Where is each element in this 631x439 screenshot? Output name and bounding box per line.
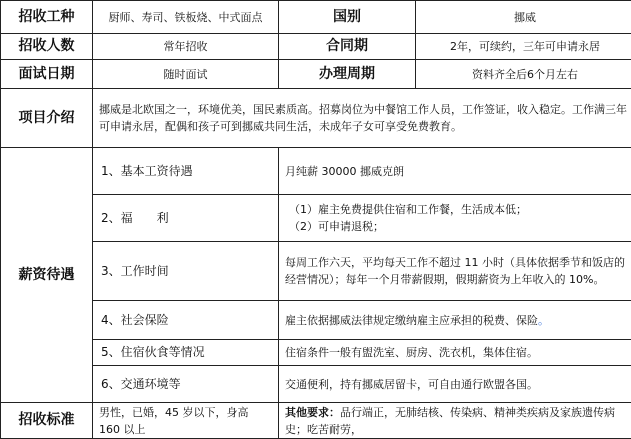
project-intro-text: 挪威是北欧国之一，环境优美，国民素质高。招募岗位为中餐馆工作人员，工作签证，收入稳定。工作满三年可申请永居，配偶和孩子可到挪威共同生活，未成年子女可享受免费教育。 <box>93 89 631 148</box>
label-contract-period: 合同期 <box>279 34 416 60</box>
row-standard <box>1 403 631 439</box>
salary-item-value-2 <box>279 195 631 242</box>
salary-item-value-5: 住宿条件一般有盥洗室、厨房、洗衣机，集体住宿。 <box>279 340 631 366</box>
process-period-value: 资料齐全后6个月左右 <box>416 60 631 89</box>
salary-row-2 <box>1 195 631 242</box>
label-interview-date: 面试日期 <box>1 60 93 89</box>
salary-row-3 <box>1 242 631 301</box>
label-salary: 薪资待遇 <box>1 148 93 403</box>
label-standard: 招收标准 <box>1 403 93 439</box>
salary-item-label-4: 4、社会保险 <box>93 301 279 340</box>
other-req-text: 品行端正，无肺结核、传染病、精神类疾病及家族遗传病史；吃苦耐劳， <box>285 406 615 436</box>
salary-item-label-6: 6、交通环境等 <box>93 366 279 403</box>
interview-date-value: 随时面试 <box>93 60 279 89</box>
recruit-count-value: 常年招收 <box>93 34 279 60</box>
label-project-intro: 项目介绍 <box>1 89 93 148</box>
other-req-label: 其他要求： <box>285 406 340 419</box>
label-country: 国别 <box>279 1 416 34</box>
salary-item-value-4 <box>279 301 631 340</box>
insurance-period: 。 <box>538 314 549 327</box>
label-process-period: 办理周期 <box>279 60 416 89</box>
contract-period-value: 2年，可续约，三年可申请永居 <box>416 34 631 60</box>
salary-row-1 <box>1 148 631 195</box>
row-interview-process <box>1 60 631 89</box>
country-value: 挪威 <box>416 1 631 34</box>
salary-item-value-3: 每周工作六天，平均每天工作不超过 11 小时（具体依据季节和饭店的经营情况）；每年一个月带薪假期，假期薪资为上年收入的 10%。 <box>279 242 631 301</box>
row-project-intro <box>1 89 631 148</box>
welfare-line-1: （1）雇主免费提供住宿和工作餐，生活成本低； <box>289 201 628 218</box>
label-recruit-count: 招收人数 <box>1 34 93 60</box>
row-count-contract <box>1 34 631 60</box>
salary-item-label-3: 3、工作时间 <box>93 242 279 301</box>
salary-row-4 <box>1 301 631 340</box>
label-job-type: 招收工种 <box>1 1 93 34</box>
salary-item-label-5: 5、住宿伙食等情况 <box>93 340 279 366</box>
row-job-country <box>1 1 631 34</box>
job-type-value: 厨师、寿司、铁板烧、中式面点 <box>93 1 279 34</box>
salary-item-label-2: 2、福 利 <box>93 195 279 242</box>
insurance-text: 雇主依据挪威法律规定缴纳雇主应承担的税费、保险 <box>285 314 538 327</box>
salary-item-value-6: 交通便利，持有挪威居留卡，可自由通行欧盟各国。 <box>279 366 631 403</box>
welfare-line-2: （2）可申请退税； <box>289 218 628 235</box>
standard-basic: 男性，已婚，45 岁以下，身高 160 以上 <box>93 403 279 439</box>
salary-row-5 <box>1 340 631 366</box>
salary-item-label-1: 1、基本工资待遇 <box>93 148 279 195</box>
standard-other <box>279 403 631 439</box>
salary-row-6 <box>1 366 631 403</box>
salary-item-value-1: 月纯薪 30000 挪威克朗 <box>279 148 631 195</box>
